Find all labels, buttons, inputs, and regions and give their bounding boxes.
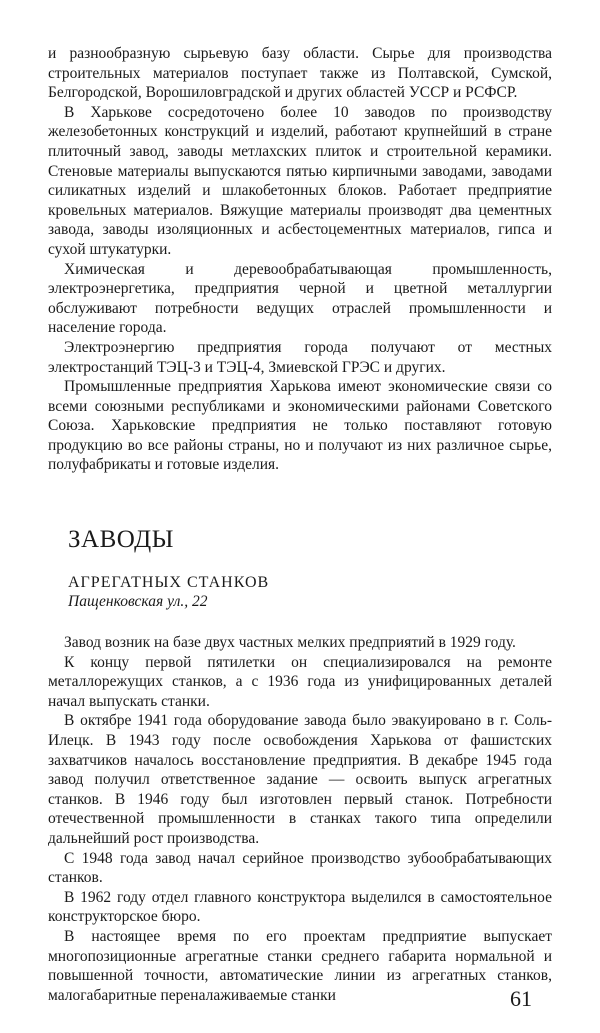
paragraph: В 1962 году отдел главного конструктора выделился в самостоятельное конструкторское бюро.: [48, 888, 552, 926]
plant-text: [48, 633, 552, 1005]
paragraph: Завод возник на базе двух частных мелких предприятий в 1929 году.: [64, 634, 516, 652]
paragraph: В настоящее время по его проектам предприятие выпускает многопозиционные агрегатные станки среднего габарита нормальной и повышенной точности, автоматические линии из агрегатных станков, малогабаритные переналаживаемые станки: [48, 927, 552, 1004]
paragraph: С 1948 года завод начал серийное производство зубообрабатывающих станков.: [48, 849, 552, 887]
book-page: [48, 44, 552, 1005]
section-gap: [48, 475, 552, 525]
paragraph: Электроэнергию предприятия города получают от местных электростанций ТЭЦ-3 и ТЭЦ-4, Змиевской ГРЭС и других.: [48, 338, 552, 376]
section-heading: ЗАВОДЫ: [68, 526, 174, 554]
intro-text: [48, 44, 552, 475]
paragraph: Химическая и деревообрабатывающая промышленность, электроэнергетика, предприятия черной и цветной металлургии обслуживают потребности ведущих отраслей промышленности и население города.: [48, 260, 552, 337]
plant-address: Пащенковская ул., 22: [68, 593, 208, 611]
paragraph: Промышленные предприятия Харькова имеют экономические связи со всеми союзными республиками и экономическими районами Советского Союза. Харьковские предприятия не только поставляют готовую продукцию во все районы страны, но и получают из них различное сырье, полуфабрикаты и готовые изделия.: [48, 378, 552, 474]
paragraph: и разнообразную сырьевую базу области. Сырье для производства строительных материалов поступает также из Полтавской, Сумской, Белгородской, Ворошиловградской и других областей УССР и РСФСР.: [48, 45, 552, 102]
paragraph: В Харькове сосредоточено более 10 заводов по производству железобетонных конструкций и изделий, работают крупнейший в стране плиточный завод, заводы метлахских плиток и строительной керамики. Стеновые материалы выпускаются пятью кирпичными заводами, заводами силикатных изделий и шлакобетонных блоков. Работает предприятие кровельных материалов. Вяжущие материалы производят два цементных завода, заводы изоляционных и асбестоцементных материалов, гипса и сухой штукатурки.: [48, 103, 552, 258]
page-number: 61: [510, 986, 532, 1011]
paragraph: К концу первой пятилетки он специализировался на ремонте металлорежущих станков, а с 1936 года из унифицированных деталей начал выпускать станки.: [48, 653, 552, 710]
paragraph: В октябре 1941 года оборудование завода было эвакуировано в г. Соль-Илецк. В 1943 году после освобождения Харькова от фашистских захватчиков началось восстановление предприятия. В декабре 1945 года завод получил ответственное задание — освоить выпуск агрегатных станков. В 1946 году был изготовлен первый станок. Потребности отечественной промышленности в станках такого типа определили дальнейший рост производства.: [48, 712, 552, 847]
plant-title: АГРЕГАТНЫХ СТАНКОВ: [68, 574, 270, 592]
title-gap: [48, 611, 552, 633]
